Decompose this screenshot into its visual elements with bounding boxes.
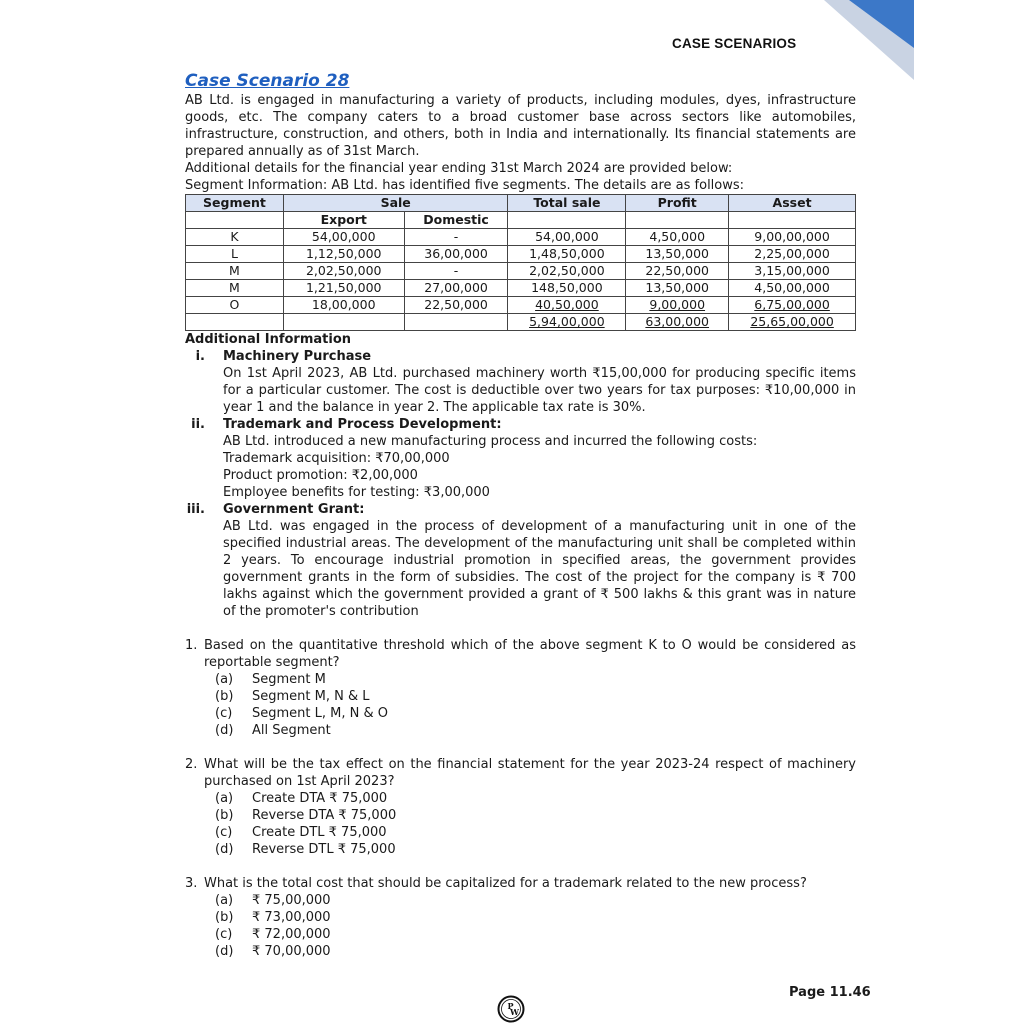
option [185, 841, 856, 858]
item-number: iii. [186, 502, 205, 517]
cell-export: 18,00,000 [283, 297, 404, 314]
question-text: What is the total cost that should be capitalized for a trademark related to the new process? [204, 876, 807, 891]
option-label: (c) [215, 927, 233, 942]
cell-domestic: 22,50,000 [404, 297, 508, 314]
cell-domestic: 27,00,000 [404, 280, 508, 297]
cell-segment: M [186, 263, 284, 280]
segment-info-line: Segment Information: AB Ltd. has identified five segments. The details are as follows: [185, 178, 745, 193]
question-text: What will be the tax effect on the financial statement for the year 2023-24 respect of machinery purchased on 1st April 2023? [204, 757, 856, 789]
option-text: Reverse DTL ₹ 75,000 [252, 842, 396, 857]
option [185, 671, 856, 688]
cell-profit: 13,50,000 [626, 280, 729, 297]
table-header-row [186, 195, 856, 212]
option-text: ₹ 70,00,000 [252, 944, 331, 959]
cell-blank [404, 314, 508, 331]
total-sale-value: 5,94,00,000 [529, 314, 605, 329]
table-row [186, 246, 856, 263]
additional-item [185, 348, 856, 416]
cell-asset: 2,25,00,000 [729, 246, 856, 263]
cell-profit: 22,50,000 [626, 263, 729, 280]
option-label: (b) [215, 910, 234, 925]
total-profit-cell [626, 314, 729, 331]
option-text: Segment L, M, N & O [252, 706, 388, 721]
item-line: On 1st April 2023, AB Ltd. purchased machinery worth ₹15,00,000 for producing specific items for a particular customer. The cost is deductible over two years for tax purposes: ₹10,00,000 in year 1 and the balance in year 2. The applicable tax rate is 30%. [223, 366, 856, 415]
cell-profit: 13,50,000 [626, 246, 729, 263]
cell-total: 2,02,50,000 [508, 263, 626, 280]
total-sale-cell [508, 314, 626, 331]
cell-asset: 3,15,00,000 [729, 263, 856, 280]
total-asset-cell [729, 314, 856, 331]
header-profit: Profit [626, 195, 729, 212]
option-text: ₹ 73,00,000 [252, 910, 331, 925]
option [185, 943, 856, 960]
header-title: CASE SCENARIOS [672, 36, 797, 51]
option-label: (a) [215, 672, 234, 687]
item-heading: Trademark and Process Development: [223, 417, 502, 432]
option-text: Segment M, N & L [252, 689, 370, 704]
cell-total: 1,48,50,000 [508, 246, 626, 263]
item-number: i. [195, 349, 205, 364]
svg-text:W: W [510, 1007, 519, 1017]
option-label: (b) [215, 808, 234, 823]
item-line: Employee benefits for testing: ₹3,00,000 [223, 485, 490, 500]
item-body [223, 501, 856, 620]
additional-details-line: Additional details for the financial year ending 31st March 2024 are provided below: [185, 161, 733, 176]
option-text: ₹ 75,00,000 [252, 893, 331, 908]
option-text: Create DTL ₹ 75,000 [252, 825, 387, 840]
table-subheader-row [186, 212, 856, 229]
option-label: (d) [215, 723, 234, 738]
cell-export: 1,12,50,000 [283, 246, 404, 263]
case-scenario-title: Case Scenario 28 [185, 71, 350, 91]
cell-asset: 9,00,00,000 [729, 229, 856, 246]
cell-domestic: - [404, 263, 508, 280]
option-label: (c) [215, 706, 233, 721]
item-line: AB Ltd. introduced a new manufacturing process and incurred the following costs: [223, 434, 758, 449]
cell-blank [186, 314, 284, 331]
table-row [186, 297, 856, 314]
page-number: Page 11.46 [789, 985, 871, 1000]
pw-logo-icon [497, 995, 525, 1023]
item-line: Trademark acquisition: ₹70,00,000 [223, 451, 450, 466]
option [185, 705, 856, 722]
item-line: AB Ltd. was engaged in the process of development of a manufacturing unit in one of the specified industrial areas. The development of the manufacturing unit shall be completed within 2 years. To encourage industrial promotion in specified areas, the government provides government grants in the form of subsidies. The cost of the project for the company is ₹ 700 lakhs against which the government provided a grant of ₹ 500 lakhs & this grant was in nature of the promoter's contribution [223, 519, 856, 619]
cell-domestic: 36,00,000 [404, 246, 508, 263]
option [185, 909, 856, 926]
cell-export: 2,02,50,000 [283, 263, 404, 280]
option [185, 892, 856, 909]
cell-total-value: 40,50,000 [535, 297, 599, 312]
header-segment: Segment [186, 195, 284, 212]
option [185, 807, 856, 824]
table-total-row [186, 314, 856, 331]
option-label: (a) [215, 791, 234, 806]
cell-segment: M [186, 280, 284, 297]
cell-profit: 4,50,000 [626, 229, 729, 246]
cell-asset [729, 297, 856, 314]
option-label: (b) [215, 689, 234, 704]
item-heading: Machinery Purchase [223, 349, 372, 364]
additional-info-title: Additional Information [185, 332, 352, 347]
item-line: Product promotion: ₹2,00,000 [223, 468, 418, 483]
option-text: Segment M [252, 672, 326, 687]
page-content [185, 70, 856, 960]
table-row [186, 229, 856, 246]
question-number: 2. [185, 757, 198, 772]
table-row [186, 263, 856, 280]
option-label: (d) [215, 944, 234, 959]
item-body [223, 348, 856, 416]
subheader-blank [508, 212, 626, 229]
option-text: All Segment [252, 723, 331, 738]
cell-profit-value: 9,00,000 [649, 297, 706, 312]
option [185, 790, 856, 807]
question [185, 756, 856, 790]
cell-segment: O [186, 297, 284, 314]
cell-total [508, 297, 626, 314]
subheader-blank [186, 212, 284, 229]
option-label: (a) [215, 893, 234, 908]
cell-segment: L [186, 246, 284, 263]
option [185, 926, 856, 943]
subheader-domestic: Domestic [404, 212, 508, 229]
total-asset-value: 25,65,00,000 [750, 314, 834, 329]
option-text: ₹ 72,00,000 [252, 927, 331, 942]
cell-total: 148,50,000 [508, 280, 626, 297]
subheader-export: Export [283, 212, 404, 229]
option-label: (c) [215, 825, 233, 840]
cell-export: 54,00,000 [283, 229, 404, 246]
item-heading: Government Grant: [223, 502, 365, 517]
item-number: ii. [191, 417, 205, 432]
subheader-blank [626, 212, 729, 229]
question-number: 3. [185, 876, 198, 891]
option [185, 824, 856, 841]
cell-asset: 4,50,00,000 [729, 280, 856, 297]
option [185, 722, 856, 739]
additional-item [185, 501, 856, 620]
intro-paragraph: AB Ltd. is engaged in manufacturing a variety of products, including modules, dyes, infrastructure goods, etc. The company caters to a broad customer base across sectors like automobiles, infrastructure, construction, and others, both in India and internationally. Its financial statements are prepared annually as of 31st March. [185, 93, 856, 159]
cell-segment: K [186, 229, 284, 246]
svg-text:P: P [507, 1001, 514, 1011]
cell-blank [283, 314, 404, 331]
question-number: 1. [185, 638, 198, 653]
segment-table [185, 194, 856, 331]
corner-decoration [824, 0, 914, 80]
header-asset: Asset [729, 195, 856, 212]
spacer [185, 620, 856, 637]
question [185, 875, 856, 892]
option [185, 688, 856, 705]
spacer [185, 739, 856, 756]
cell-asset-value: 6,75,00,000 [754, 297, 830, 312]
cell-domestic: - [404, 229, 508, 246]
spacer [185, 858, 856, 875]
option-text: Reverse DTA ₹ 75,000 [252, 808, 397, 823]
option-text: Create DTA ₹ 75,000 [252, 791, 388, 806]
header-total-sale: Total sale [508, 195, 626, 212]
subheader-blank [729, 212, 856, 229]
question-text: Based on the quantitative threshold which of the above segment K to O would be considered as reportable segment? [204, 638, 856, 670]
header-sale: Sale [283, 195, 508, 212]
cell-export: 1,21,50,000 [283, 280, 404, 297]
option-label: (d) [215, 842, 234, 857]
table-row [186, 280, 856, 297]
item-body [223, 416, 856, 501]
total-profit-value: 63,00,000 [645, 314, 710, 329]
additional-item [185, 416, 856, 501]
cell-profit [626, 297, 729, 314]
question [185, 637, 856, 671]
cell-total: 54,00,000 [508, 229, 626, 246]
